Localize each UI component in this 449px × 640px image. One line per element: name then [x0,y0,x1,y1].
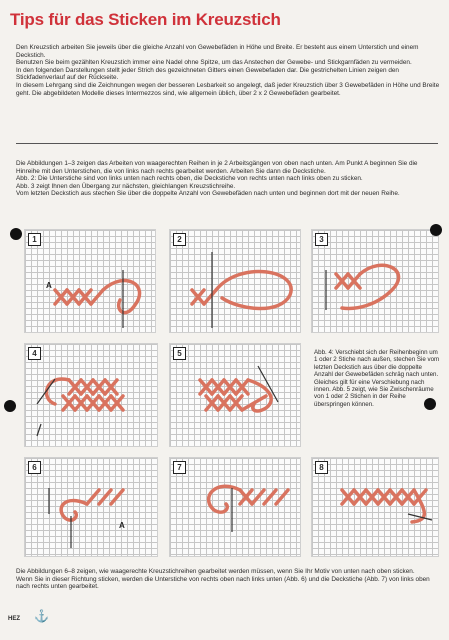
divider [16,143,438,144]
marker-a: A [119,521,125,530]
stitch-illustration [312,458,438,556]
binder-hole [424,398,436,410]
stitch-illustration [25,344,157,446]
figure-number: 5 [173,347,186,360]
stitch-illustration [25,458,157,556]
description-paragraph: Abb. 3 zeigt Ihnen den Übergang zur nächsten, gleichlangen Kreuzstichreihe. [16,182,236,190]
binder-hole [10,228,22,240]
figure-number: 2 [173,233,186,246]
description-paragraph: Abb. 2: Die Unterstiche sind von links unten nach rechts oben, die Deckstiche von rechts unten nach links oben zu sticken. [16,175,363,183]
binder-hole [4,400,16,412]
description-text [16,160,441,198]
brand-label: HEZ [8,616,20,622]
footer-paragraph: Wenn Sie in dieser Richtung sticken, werden die Unterstiche von rechts oben nach links unten (Abb. 6) und die Deckstiche (Abb. 7) von links oben nach rechts unten gearbeitet. [16,575,430,591]
footer-text [16,568,441,591]
abb4-text: Abb. 4: Verschiebt sich der Reihenbeginn um 1 oder 2 Stiche nach außen, stechen Sie vom letzten Deckstich aus über die doppelte Anzahl der Gewebefäden schräg nach unten. Gleiches gilt für eine Verschiebung nach innen. Abb. 5 zeigt, wie Sie Zwischenräume von 1 oder 2 Stichen in der Reihe überspringen können. [314,349,440,408]
figure-number: 8 [315,461,328,474]
description-paragraph: Die Abbildungen 1–3 zeigen das Arbeiten von waagerechten Reihen in je 2 Arbeitsgängen von oben nach unten. Am Punkt A beginnen Sie die Hinreihe mit den Unterstichen, die von links nach rechts gearbeitet werden. Arbeiten Sie dann die Deckstiche. [16,160,418,175]
intro-text [16,44,441,97]
stitch-illustration [170,344,300,446]
stitch-illustration [170,458,300,556]
intro-paragraph: In den folgenden Darstellungen stellt jeder Strich des gezeichneten Gitters einen Gewebefaden dar. Die gestrichelten Linien zeigen den Stickfadenverlauf auf der Rückseite. [16,66,399,82]
description-paragraph: Vom letzten Deckstich aus stechen Sie über die doppelte Anzahl von Gewebefäden nach unten und beginnen dort mit der neuen Reihe. [16,190,400,198]
figure-number: 6 [28,461,41,474]
stitch-illustration [25,230,155,332]
figure-number: 7 [173,461,186,474]
figure-number: 1 [28,233,41,246]
binder-hole [430,224,442,236]
figure-1 [24,229,156,333]
figure-6 [24,457,158,557]
anchor-icon: ⚓ [34,609,49,623]
page-title: Tips für das Sticken im Kreuzstich [10,10,281,29]
figure-2 [169,229,301,333]
figure-8 [311,457,439,557]
figure-4 [24,343,158,447]
figure-3 [311,229,439,333]
footer-paragraph: Die Abbildungen 6–8 zeigen, wie waagerechte Kreuzstichreihen gearbeitet werden müssen, wenn Sie Ihr Motiv von unten nach oben sticken. [16,568,415,575]
marker-a: A [46,281,52,290]
figure-7 [169,457,301,557]
intro-paragraph: Benutzen Sie beim gezählten Kreuzstich immer eine Nadel ohne Spitze, um das Anstechen der Gewebe- und Stickgarnfäden zu vermeiden. [16,59,412,67]
figure-5 [169,343,301,447]
stitch-illustration [312,230,438,332]
intro-paragraph: In diesem Lehrgang sind die Zeichnungen wegen der besseren Lesbarkeit so angelegt, daß jeder Kreuzstich über 3 Gewebefäden in Höhe und Breite geht. Die abgebildeten Modelle dieses Intermezzos sind, wie allgemein üblich, über 2 x 2 Gewebefäden gearbeitet. [16,81,440,97]
intro-paragraph: Den Kreuzstich arbeiten Sie jeweils über die gleiche Anzahl von Gewebefäden in Höhe und Breite. Er besteht aus einem Unterstich und einem Deckstich. [16,44,419,59]
figure-number: 3 [315,233,328,246]
stitch-illustration [170,230,300,332]
figure-number: 4 [28,347,41,360]
